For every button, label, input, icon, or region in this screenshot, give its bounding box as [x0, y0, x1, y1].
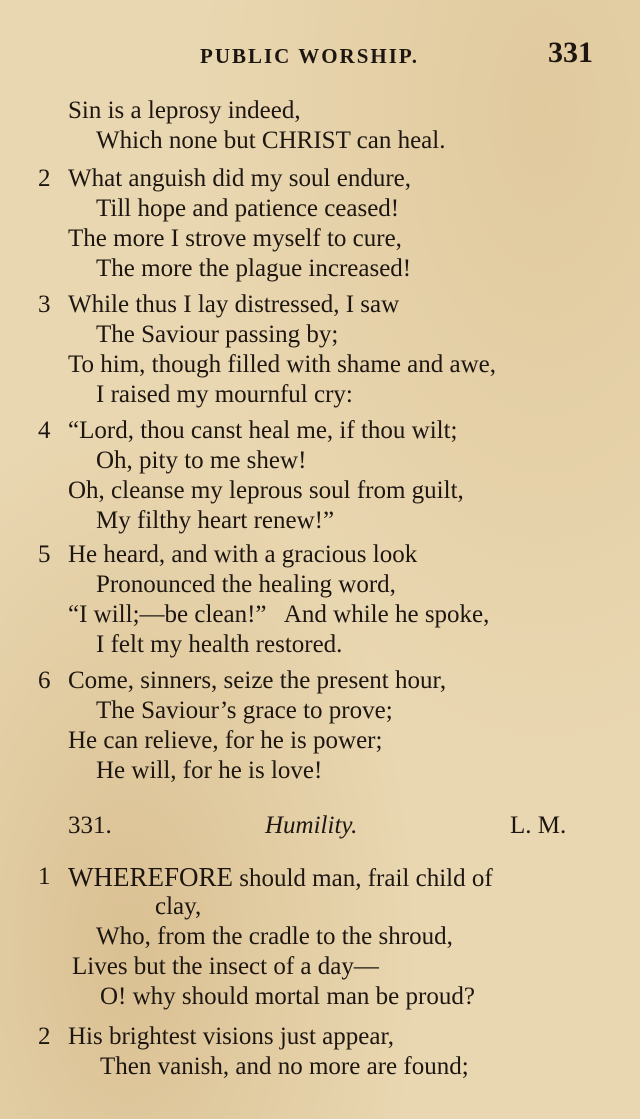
verse-line: I raised my mournful cry: [96, 381, 353, 408]
hymn-meter: L. M. [510, 812, 567, 839]
running-head: PUBLIC WORSHIP. [200, 44, 420, 68]
stanza-number: 3 [38, 291, 51, 318]
verse-line: Lives but the insect of a day— [72, 953, 379, 980]
verse-line: His brightest visions just appear, [68, 1023, 395, 1050]
verse-line: Then vanish, and no more are found; [100, 1053, 469, 1080]
verse-line: The Saviour’s grace to prove; [96, 697, 393, 724]
verse-line: He will, for he is love! [96, 757, 323, 784]
verse-line: “I will;—be clean!” And while he spoke, [68, 601, 490, 628]
verse-line: He can relieve, for he is power; [68, 727, 383, 754]
verse-line: The more the plague increased! [96, 255, 412, 282]
hymn-title: Humility. [265, 812, 358, 839]
verse-line: Sin is a leprosy indeed, [68, 97, 301, 124]
page-number: 331 [548, 36, 593, 69]
hymn-heading [0, 812, 640, 844]
verse-line: Oh, pity to me shew! [96, 447, 307, 474]
verse-line: He heard, and with a gracious look [68, 541, 418, 568]
verse-line: I felt my health restored. [96, 631, 343, 658]
verse-line: To him, though filled with shame and awe, [68, 351, 497, 378]
hymn-number: 331. [68, 812, 112, 839]
verse-line: Pronounced the healing word, [96, 571, 396, 598]
stanza-number: 2 [38, 1023, 51, 1050]
stanza-number: 5 [38, 541, 51, 568]
verse-line: The more I strove myself to cure, [68, 225, 402, 252]
verse-line: O! why should mortal man be proud? [100, 983, 475, 1010]
stanza-number: 1 [38, 863, 51, 890]
verse-line: Come, sinners, seize the present hour, [68, 667, 447, 694]
verse-line: Who, from the cradle to the shroud, [96, 923, 453, 950]
verse-line [68, 862, 493, 894]
verse-line: Which none but CHRIST can heal. [96, 127, 446, 154]
stanza-number: 4 [38, 417, 51, 444]
verse-line: What anguish did my soul endure, [68, 165, 411, 192]
verse-line: My filthy heart renew!” [96, 507, 335, 534]
stanza-number: 2 [38, 165, 51, 192]
verse-line: Till hope and patience ceased! [96, 195, 400, 222]
first-word: WHEREFORE [68, 862, 233, 892]
stanza-number: 6 [38, 667, 51, 694]
verse-line: While thus I lay distressed, I saw [68, 291, 400, 318]
verse-line-rest: should man, frail child of [233, 865, 493, 892]
verse-line: The Saviour passing by; [96, 321, 339, 348]
page-header [0, 36, 640, 76]
verse-line: “Lord, thou canst heal me, if thou wilt; [68, 417, 458, 444]
verse-line: Oh, cleanse my leprous soul from guilt, [68, 477, 464, 504]
verse-line: clay, [155, 893, 202, 920]
